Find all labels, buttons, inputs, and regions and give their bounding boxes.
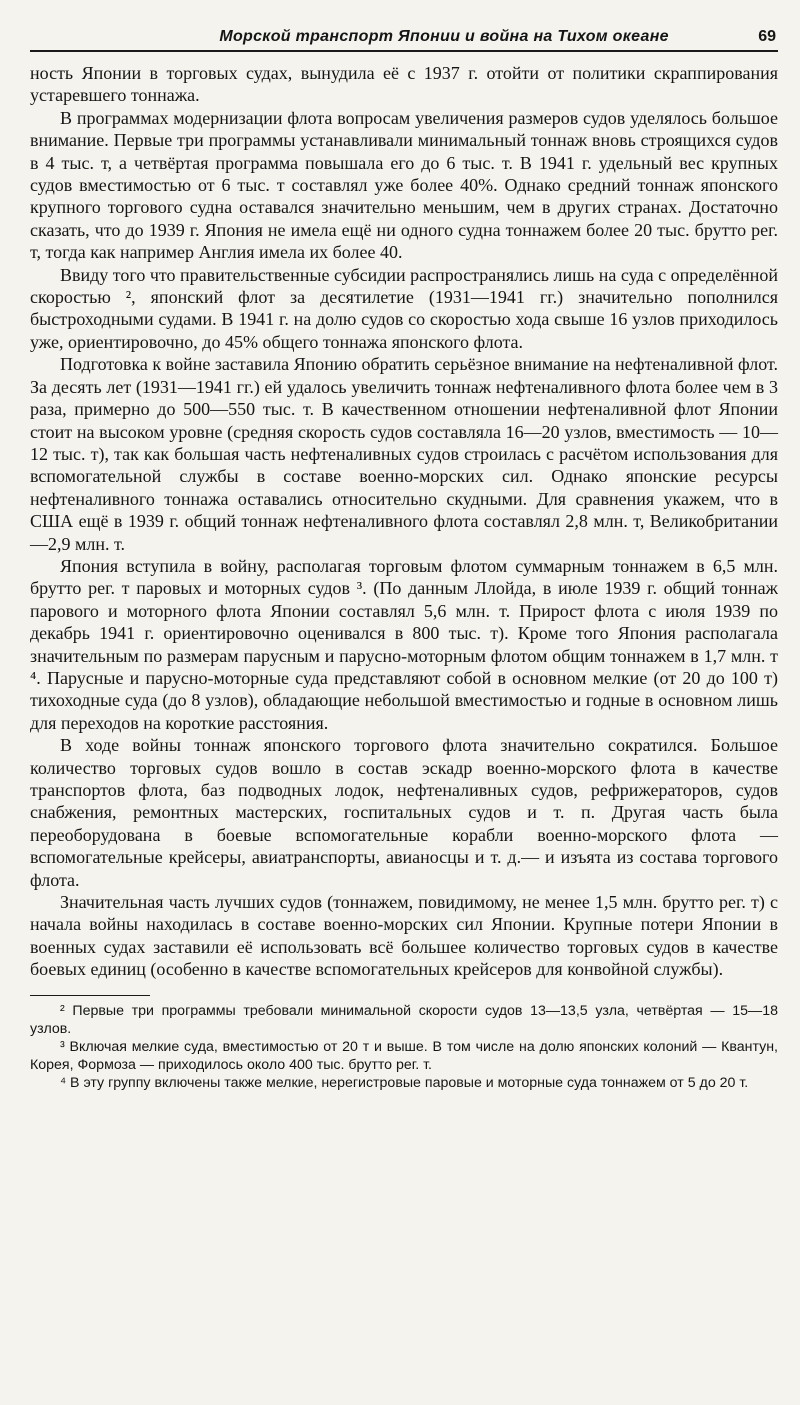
paragraph: Значительная часть лучших судов (тоннажем, повидимому, не менее 1,5 млн. брутто рег. т) с начала войны находилась в составе военно-морских сил Японии. Крупные потери Японии в военных судах заставили её использовать всё большее количество торговых судов в качестве боевых единиц (особенно в качестве вспомогательных крейсеров для конвойной службы). <box>30 892 778 980</box>
paragraph: Япония вступила в войну, располагая торговым флотом суммарным тоннажем в 6,5 млн. брутто рег. т паровых и моторных судов ³. (По данным Ллойда, в июле 1939 г. общий тоннаж парового и моторного флота Японии составлял 5,6 млн. т. Прирост флота с июля 1939 по декабрь 1941 г. ориентировочно оценивался в 800 тыс. т). Кроме того Япония располагала значительным по размерам парусным и парусно-моторным флотом общим тоннажем в 1,7 млн. т ⁴. Парусные и парусно-моторные суда представляют собой в основном мелкие (от 20 до 100 т) тихоходные суда (до 8 узлов), обладающие небольшой вместимостью и годные в основном лишь для переходов на короткие расстояния. <box>30 555 778 733</box>
paragraph: ность Японии в торговых судах, вынудила её с 1937 г. отойти от политики скраппирования устаревшего тоннажа. <box>30 63 778 106</box>
paragraph: Ввиду того что правительственные субсидии распространялись лишь на суда с определённой скоростью ², японский флот за десятилетие (1931—1941 гг.) значительно пополнился быстроходными судами. В 1941 г. на долю судов со скоростью хода свыше 16 узлов приходилось уже, ориентировочно, до 45% общего тоннажа японского флота. <box>30 264 778 352</box>
running-header <box>30 28 778 52</box>
paragraph: В ходе войны тоннаж японского торгового флота значительно сократился. Большое количество торговых судов вошло в состав эскадр военно-морского флота в качестве транспортов флота, баз подводных лодок, нефтеналивных судов, рефрижераторов, судов снабжения, ремонтных мастерских, госпитальных судов и т. п. Другая часть была переоборудована в боевые вспомогательные корабли военно-морского флота — вспомогательные крейсеры, авиатранспорты, авианосцы и т. д.— и изъята из состава торгового флота. <box>30 735 778 890</box>
paragraph: В программах модернизации флота вопросам увеличения размеров судов уделялось большое внимание. Первые три программы устанавливали минимальный тоннаж вновь строящихся судов в 4 тыс. т, а четвёртая программа повышала его до 6 тыс. т. В 1941 г. удельный вес крупных судов вместимостью от 6 тыс. т составлял уже более 40%. Однако средний тоннаж японского крупного торгового судна оставался значительно меньшим, чем в других странах. Достаточно сказать, что до 1939 г. Япония не имела ещё ни одного судна тоннажем более 20 тыс. брутто рег. т, тогда как например Англия имела их более 40. <box>30 107 778 263</box>
paragraph: Подготовка к войне заставила Японию обратить серьёзное внимание на нефтеналивной флот. За десять лет (1931—1941 гг.) ей удалось увеличить тоннаж нефтеналивного флота более чем в 3 раза, примерно до 500—550 тыс. т. В качественном отношении нефтеналивной флот Японии стоит на высоком уровне (средняя скорость судов составляла 16—20 узлов, вместимость — 10—12 тыс. т), так как большая часть нефтеналивных судов строилась с расчётом использования для вспомогательной службы в составе военно-морских сил. Однако японские ресурсы нефтеналивного тоннажа оставались относительно скудными. Для сравнения укажем, что в США ещё в 1939 г. общий тоннаж нефтеналивного флота составлял 2,8 млн. т, Великобритании —2,9 млн. т. <box>30 354 778 554</box>
footnote: ² Первые три программы требовали минимальной скорости судов 13—13,5 узла, четвёртая — 15—18 узлов. <box>30 1002 778 1037</box>
footnotes <box>30 1002 778 1092</box>
running-title: Морской транспорт Японии и война на Тихом океане <box>219 28 669 45</box>
footnote: ³ Включая мелкие суда, вместимостью от 20 т и выше. В том числе на долю японских колоний — Квантун, Корея, Формоза — приходилось около 400 тыс. брутто рег. т. <box>30 1038 778 1073</box>
footnote: ⁴ В эту группу включены также мелкие, нерегистровые паровые и моторные суда тоннажем от 5 до 20 т. <box>60 1074 749 1091</box>
main-text <box>30 62 778 981</box>
page-number: 69 <box>758 28 776 45</box>
footnote-divider <box>30 995 150 996</box>
